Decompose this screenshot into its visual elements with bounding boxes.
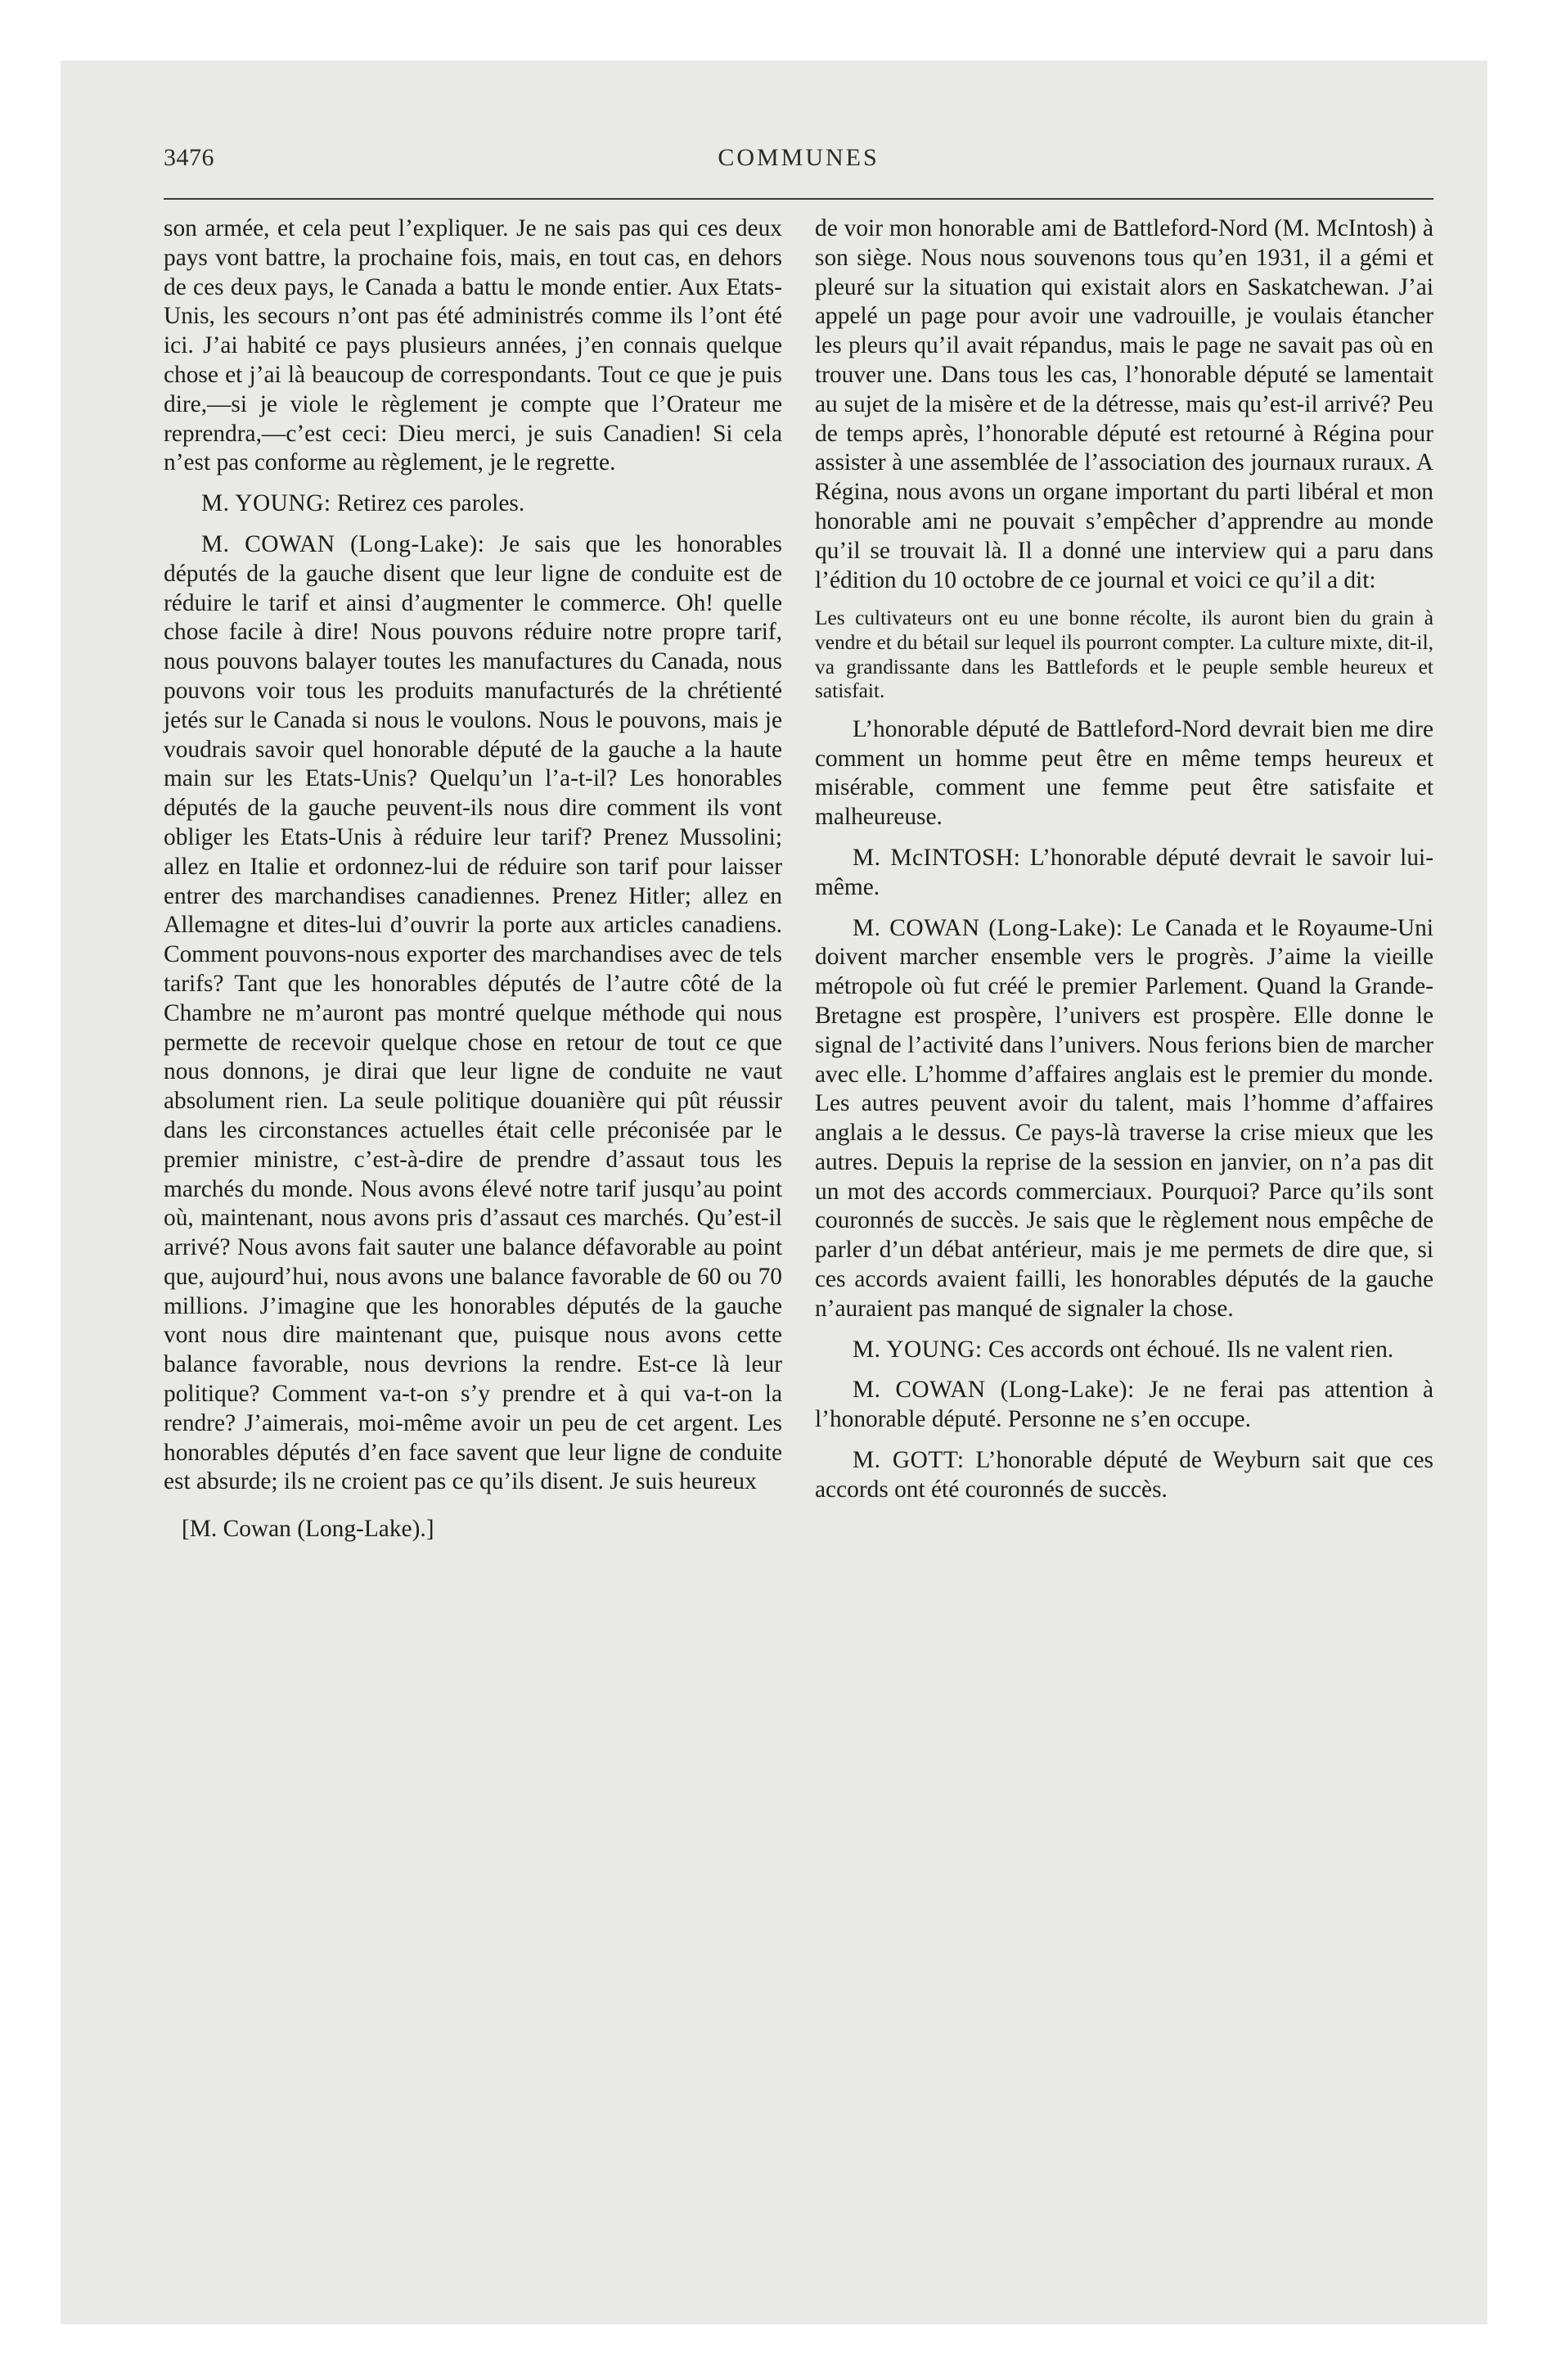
paragraph [815,914,1433,1324]
speaker-name: M. COWAN (Long-Lake): [853,1377,1135,1404]
paragraph [164,214,782,478]
speaker-name: M. COWAN (Long-Lake): [853,914,1123,941]
paragraph-text: Je sais que les honorables députés de la gauche disent que leur ligne de conduite est de réduire le tarif et ainsi d’augmenter le commerce. Oh! quelle chose facile à dire! Nous pouvons réduire notre propre tarif, nous pouvons balayer toutes les manufactures du Canada, nous pouvons voir tous les produits manufacturés de la chrétienté jetés sur le Canada si nous le voulons. Nous le pouvons, mais je voudrais savoir quel honorable député de la gauche a la haute main sur les Etats-Unis? Quelqu’un l’a-t-il? Les honorables députés de la gauche peuvent-ils nous dire comment ils vont obliger les Etats-Unis à réduire leur tarif? Prenez Mussolini; allez en Italie et ordonnez-lui de réduire son tarif pour laisser entrer des marchandises canadiennes. Prenez Hitler; allez en Allemagne et dites-lui d’ouvrir la porte aux articles canadiens. Comment pouvons-nous exporter des marchandises avec de tels tarifs? Tant que les honorables députés de l’autre côté de la Chambre ne m’auront pas montré quelque méthode qui nous permette de recevoir quelque chose en retour de tout ce que nous donnons, je dirai que leur ligne de conduite ne vaut absolument rien. La seule politique douanière qui pût réussir dans les circonstances actuelles était celle préconisée par le premier ministre, c’est-à-dire de prendre d’assaut tous les marchés du monde. Nous avons élevé notre tarif jusqu’au point où, maintenant, nous avons pris d’assaut ces marchés. Qu’est-il arrivé? Nous avons fait sauter une balance défavorable au point que, aujourd’hui, nous avons une balance favorable de 60 ou 70 millions. J’imagine que les honorables députés de la gauche vont nous dire maintenant que, puisque nous avons cette balance favorable, nous devrions la rendre. Est-ce là leur politique? Comment va-t-on s’y prendre et à qui va-t-on la rendre? J’aimerais, moi-même avoir un peu de cet argent. Les honorables députés d’en face savent que leur ligne de conduite est absurde; ils ne croient pas ce qu’ils disent. Je suis heureux [164,530,782,1495]
paragraph [164,489,782,519]
paragraph-text: Ces accords ont échoué. Ils ne valent rien. [982,1336,1394,1363]
paragraph-text: Les cultivateurs ont eu une bonne récolte, ils auront bien du grain à vendre et du bétail sur lequel ils pourront compter. La culture mixte, dit-il, va grandissante dans les Battlefords et le peuple semble heureux et satisfait. [815,606,1433,703]
column-footer-speaker [164,1515,782,1544]
paragraph-text: [M. Cowan (Long-Lake).] [182,1516,434,1543]
paragraph-text: Le Canada et le Royaume-Uni doivent marcher ensemble vers le progrès. J’aime la vieille métropole où fut créé le premier Parlement. Quand la Grande-Bretagne est prospère, l’univers est prospère. Elle donne le signal de l’activité dans l’univers. Nous ferions bien de marcher avec elle. L’homme d’affaires anglais est le premier du monde. Les autres peuvent avoir du talent, mais l’homme d’affaires anglais a le dessus. Ce pays-là traverse la crise mieux que les autres. Depuis la reprise de la session en janvier, on n’a pas dit un mot des accords commerciaux. Pourquoi? Parce qu’ils sont couronnés de succès. Je sais que le règlement nous empêche de parler d’un débat antérieur, mais je me permets de dire que, si ces accords avaient failli, les honorables députés de la gauche n’auraient pas manqué de signaler la chose. [815,914,1433,1322]
paragraph [815,1376,1433,1435]
paragraph-text: Retirez ces paroles. [331,490,525,517]
paragraph [815,214,1433,595]
left-column [164,214,782,1544]
paragraph-text: son armée, et cela peut l’expliquer. Je ne sais pas qui ces deux pays vont battre, la prochaine fois, mais, en tout cas, en dehors de ces deux pays, le Canada a battu le monde entier. Aux Etats-Unis, les secours n’ont pas été administrés comme ils l’ont été ici. J’ai habité ce pays plusieurs années, j’en connais quelque chose et j’ai là beaucoup de correspondants. Tout ce que je puis dire,—si je viole le règlement je compte que l’Orateur me reprendra,—c’est ceci: Dieu merci, je suis Canadien! Si cela n’est pas conforme au règlement, je le regrette. [164,215,782,476]
paragraph-text: L’honorable député devrait le savoir lui-même. [815,844,1433,900]
speaker-name: M. YOUNG: [853,1336,983,1363]
paragraph-text: L’honorable député de Weyburn sait que ces accords ont été couronnés de succès. [815,1447,1433,1503]
page-number: 3476 [164,144,214,171]
paragraph [815,715,1433,832]
paragraph [164,530,782,1497]
running-header [164,144,1433,177]
speaker-name: M. GOTT: [853,1447,965,1474]
paragraph-text: de voir mon honorable ami de Battleford-Nord (M. McIntosh) à son siège. Nous nous souvenons tous qu’en 1931, il a gémi et pleuré sur la situation qui existait alors en Saskatchewan. J’ai appelé un page pour avoir une vadrouille, je voulais étancher les pleurs qu’il avait répandus, mais le page ne savait pas où en trouver une. Dans tous les cas, l’honorable député se lamentait au sujet de la misère et de la détresse, mais qu’est-il arrivé? Peu de temps après, l’honorable député est retourné à Régina pour assister à une assemblée de l’association des journaux ruraux. A Régina, nous avons un organe important du parti libéral et mon honorable ami ne pouvait s’empêcher d’apprendre au monde qu’il se trouvait là. Il a donné une interview qui a paru dans l’édition du 10 octobre de ce journal et voici ce qu’il a dit: [815,215,1433,593]
paragraph [815,1446,1433,1505]
paragraph [815,844,1433,903]
page-title: COMMUNES [718,144,880,171]
quoted-passage [815,606,1433,703]
right-column [815,214,1433,1505]
speaker-name: M. COWAN (Long-Lake): [201,530,485,557]
paragraph-text: L’honorable député de Battleford-Nord devrait bien me dire comment un homme peut être en même temps heureux et misérable, comment une femme peut être satisfaite et malheureuse. [815,715,1433,831]
speaker-name: M. YOUNG: [201,490,331,517]
paragraph-text: Je ne ferai pas attention à l’honorable député. Personne ne s’en occupe. [815,1377,1434,1433]
speaker-name: M. McINTOSH: [853,844,1021,871]
paragraph [815,1336,1433,1365]
header-rule [164,198,1433,200]
